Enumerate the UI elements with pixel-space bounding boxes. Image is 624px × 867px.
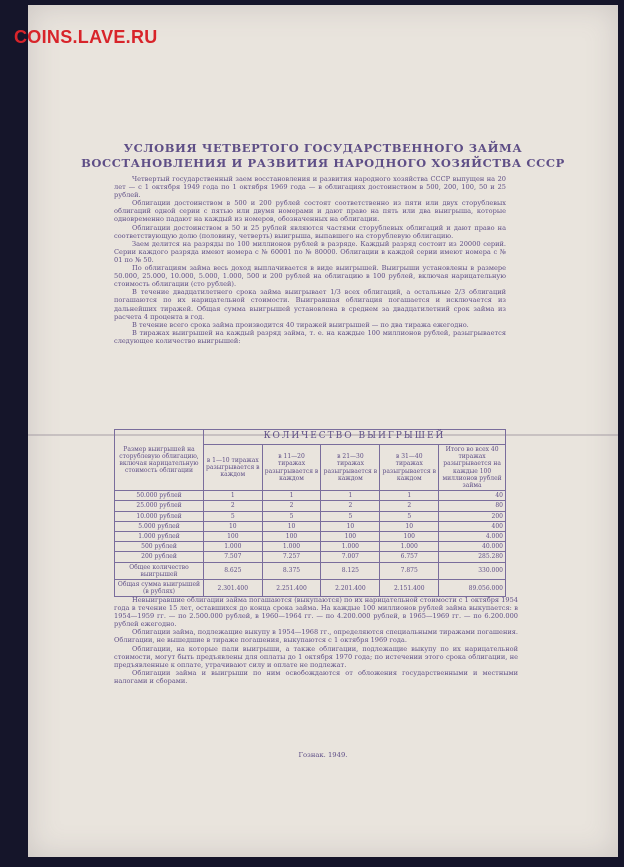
paragraph: По облигациям займа весь доход выплачивается в виде выигрышей. Выигрыши установлены в размере 50.000, 25.000, 10.000, 5.000, 1.000, 500 и 200 рублей на облигацию в 100 рублей, включая нарицательную стоимость облигации (сто рублей). [114,264,506,289]
table-row [115,521,506,531]
table-column-header: в 31—40 тиражах разыгрывается в каждом [380,445,439,491]
table-row-total-count [115,562,506,579]
table-cell: 5 [380,511,439,521]
table-cell: 2.151.400 [380,580,439,597]
paragraph: Облигации достоинством в 50 и 25 рублей являются частями сторублевых облигаций и дают право на соответствующую долю (половину, четверть) выигрыша, выпавшего на сторублевую облигацию. [114,223,506,240]
table-cell: 1 [321,491,380,501]
bond-back-sheet [28,5,618,857]
table-cell: 7.507 [204,552,263,562]
table-column-header: в 11—20 тиражах разыгрывается в каждом [262,445,321,491]
table-cell: 40 [439,491,506,501]
conditions-text-top [114,175,506,345]
table-cell: 10 [262,521,321,531]
paragraph: В течение всего срока займа производится 40 тиражей выигрышей — по два тиража ежегодно. [132,320,469,329]
table-cell: 200 [439,511,506,521]
prize-rows [115,491,506,562]
table-cell: 1.000 [262,542,321,552]
table-row [115,511,506,521]
table-row [115,491,506,501]
table-cell: 285.280 [439,552,506,562]
title-line-1: УСЛОВИЯ ЧЕТВЕРТОГО ГОСУДАРСТВЕННОГО ЗАЙМА [123,141,523,155]
conditions-text-bottom [114,596,518,685]
table-cell: 2.301.400 [204,580,263,597]
table-cell: 10 [380,521,439,531]
table-cell: 2 [321,501,380,511]
table-row [115,501,506,511]
table-cell: 1 [262,491,321,501]
table-cell: 40.000 [439,542,506,552]
table-cell: 1.000 [380,542,439,552]
table-cell: 6.757 [380,552,439,562]
site-watermark: COINS.LAVE.RU [14,27,158,47]
table-row [115,552,506,562]
paragraph: В тиражах выигрышей на каждый разряд займа, т. е. на каждые 100 миллионов рублей, разыгрывается следующее количество выигрышей: [114,328,506,345]
paragraph: В течение двадцатилетнего срока займа выигрывает 1/3 всех облигаций, а остальные 2/3 облигаций погашаются по их нарицательной стоимости. Выигравшая облигация погашается и исключается из дальнейших тиражей. Общая сумма выигрышей установлена в среднем за двадцатилетний срок займа из расчета 4 процента в год. [114,288,506,321]
table-cell: 8.125 [321,562,380,579]
table-cell: 4.000 [439,532,506,542]
table-cell: 7.007 [321,552,380,562]
table-row [115,532,506,542]
table-cell: 8.625 [204,562,263,579]
title-line-2: ВОССТАНОВЛЕНИЯ И РАЗВИТИЯ НАРОДНОГО ХОЗЯЙСТВА СССР [81,156,565,170]
table-cell: 100 [321,532,380,542]
table-header-group: КОЛИЧЕСТВО ВЫИГРЫШЕЙ [204,430,506,445]
table-cell: 400 [439,521,506,531]
table-cell: 1 [380,491,439,501]
table-cell: 5 [262,511,321,521]
table-row [115,542,506,552]
table-cell: 2.201.400 [321,580,380,597]
table-header-size: Размер выигрышей на сторублевую облигацию, включая нарицательную стоимость облигации [115,430,204,491]
table-cell: 10.000 рублей [115,511,204,521]
table-cell: 7.875 [380,562,439,579]
document-title [48,141,598,171]
table-cell: 1.000 рублей [115,532,204,542]
table-cell: 100 [204,532,263,542]
table-cell: 5.000 рублей [115,521,204,531]
table-cell: 10 [204,521,263,531]
table-cell: 50.000 рублей [115,491,204,501]
paragraph: Заем делится на разряды по 100 миллионов рублей в разряде. Каждый разряд состоит из 20000 серий. Серии каждого разряда имеют номера с № 60001 по № 80000. Облигации в каждой серии имеют номера с № 01 по № 50. [114,239,506,264]
table-cell: 89.056.000 [439,580,506,597]
table-cell: 500 рублей [115,542,204,552]
table-cell: 200 рублей [115,552,204,562]
table-column-header: в 1—10 тиражах разыгрывается в каждом [204,445,263,491]
table-cell: 330.000 [439,562,506,579]
table-cell: 80 [439,501,506,511]
table-cell: 2 [204,501,263,511]
table-column-header: в 21—30 тиражах разыгрывается в каждом [321,445,380,491]
table-cell: 100 [262,532,321,542]
paragraph: Облигации, на которые пали выигрыши, а также облигации, подлежащие выкупу по их нарицательной стоимости, могут быть предъявлены для оплаты до 1 октября 1970 года; по истечении этого срока облигации, не предъявленные к оплате, утрачивают силу и оплате не подлежат. [114,644,518,669]
table-cell: 1 [204,491,263,501]
table-cell: 7.257 [262,552,321,562]
table-cell: 2.251.400 [262,580,321,597]
prize-table [114,429,506,597]
table-cell: 8.375 [262,562,321,579]
paragraph: Четвертый государственный заем восстановления и развития народного хозяйства СССР выпущен на 20 лет — с 1 октября 1949 года по 1 октября 1969 года — в облигациях достоинством в 500, 200, 100, 50 и 25 рублей. [114,175,506,200]
table-cell: 1.000 [204,542,263,552]
paragraph: Невыигравшие облигации займа погашаются (выкупаются) по их нарицательной стоимости с 1 октября 1954 года в течение 15 лет, оставшихся до конца срока займа. На каждые 100 миллионов рублей займа выкупается: в 1954—1959 гг. — по 2.500.000 рублей, в 1960—1964 гг. — по 4.200.000 рублей, в 1965—1969 гг. — по 6.200.000 рублей ежегодно. [114,596,518,629]
table-cell: 2 [380,501,439,511]
table-cell: 10 [321,521,380,531]
paragraph: Облигации достоинством в 500 и 200 рублей состоят соответственно из пяти или двух сторублевых облигаций одной серии с пятью или двумя номерами и дают право на пять или два выигрыша, которые одновременно падают на каждый из номеров, обозначенных на облигации. [114,199,506,224]
table-row-total-sum [115,580,506,597]
table-cell: 1.000 [321,542,380,552]
table-cell: 2 [262,501,321,511]
table-cell: 25.000 рублей [115,501,204,511]
table-cell: 100 [380,532,439,542]
table-cell: Общая сумма выигрышей (в рублях) [115,580,204,597]
paragraph: Облигации займа, подлежащие выкупу в 1954—1968 гг., определяются специальными тиражами погашения. Облигации, не вышедшие в тираже погашения, выкупаются с 1 октября 1969 года. [114,628,518,645]
paragraph: Облигации займа и выигрыши по ним освобождаются от обложения государственными и местными налогами и сборами. [114,668,518,685]
table-cell: 5 [204,511,263,521]
table-cell: Общее количество выигрышей [115,562,204,579]
printer-imprint: Гознак. 1949. [298,751,348,759]
table-column-header: Итого во всех 40 тиражах разыгрывается на каждые 100 миллионов рублей займа [439,445,506,491]
table-cell: 5 [321,511,380,521]
